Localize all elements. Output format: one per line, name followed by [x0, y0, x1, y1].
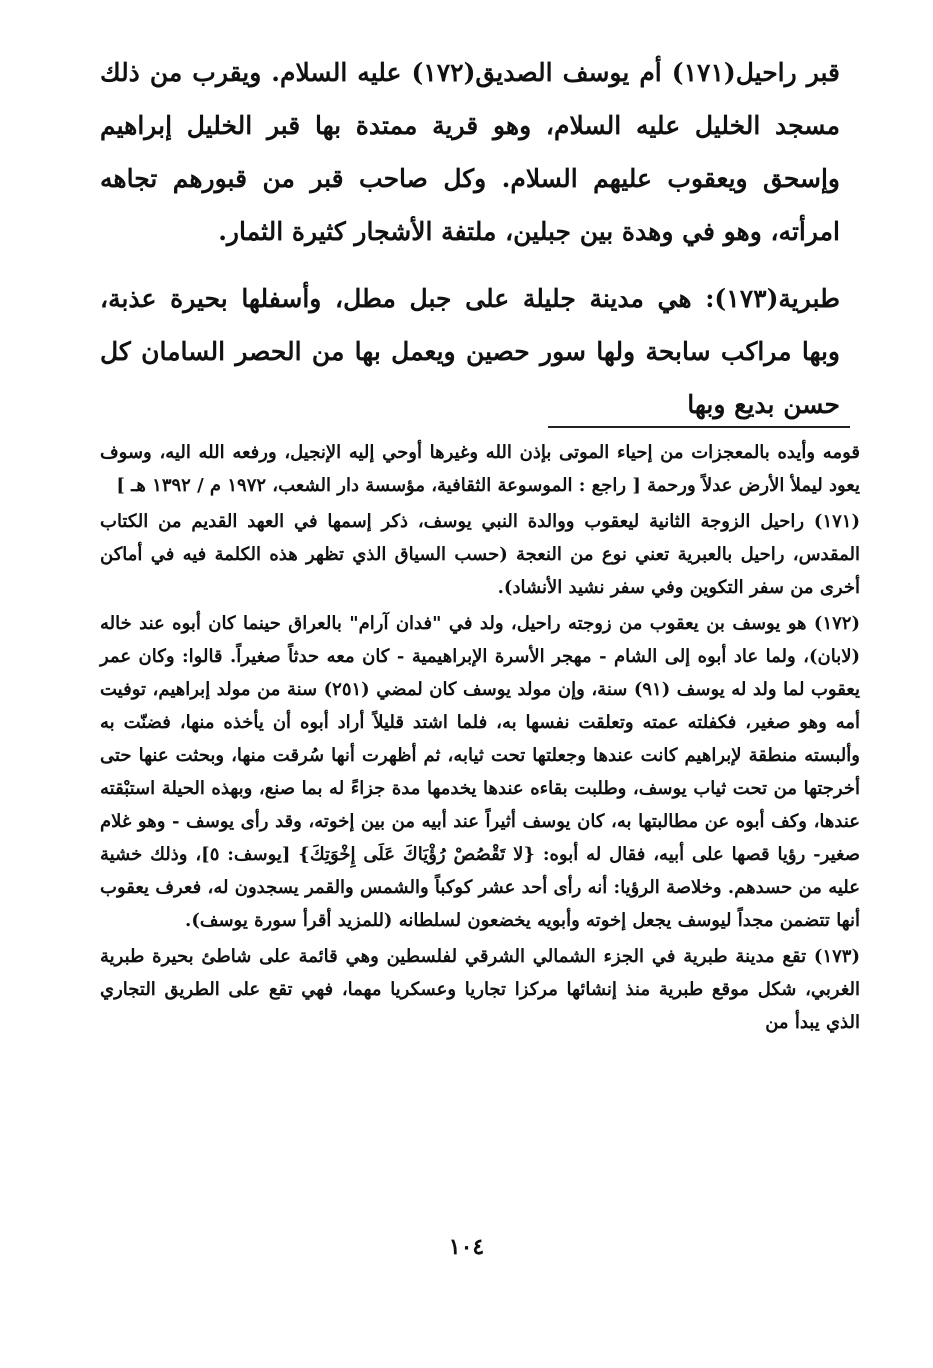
- main-text: [100, 46, 840, 431]
- footnote-173: (١٧٣) تقع مدينة طبرية في الجزء الشمالي الشرقي لفلسطين وهي قائمة على شاطئ بحيرة طبرية الغربي، شكل موقع طبرية منذ إنشائها مركزا تجاريا وعسكريا مهما، فهي تقع على الطريق التجاري الذي يبدأ من: [100, 946, 860, 1033]
- main-paragraph-hebron: قبر راحيل(١٧١) أم يوسف الصديق(١٧٢) عليه السلام. ويقرب من ذلك مسجد الخليل عليه السلام، وهو قرية ممتدة بها قبر الخليل إبراهيم وإسحق ويعقوب عليهم السلام. وكل صاحب قبر من قبورهم تجاهه امرأته، وهو في وهدة بين جبلين، ملتفة الأشجار كثيرة الثمار.: [100, 58, 840, 246]
- main-paragraph-tiberias: طبرية(١٧٣): هي مدينة جليلة على جبل مطل، وأسفلها بحيرة عذبة، وبها مراكب سابحة ولها سور حصين ويعمل بها من الحصر السامان كل حسن بديع وبها: [100, 284, 840, 419]
- footnote-172: (١٧٢) هو يوسف بن يعقوب من زوجته راحيل، ولد في "فدان آرام" بالعراق حينما كان أبوه عند خاله (لابان)، ولما عاد أبوه إلى الشام - مهجر الأسرة الإبراهيمية - كان معه حدثاً صغيراً. قالوا: وكان عمر يعقوب لما ولد له يوسف (٩١) سنة، وإن مولد يوسف كان لمضي (٢٥١) سنة من مولد إبراهيم، توفيت أمه وهو صغير، فكفلته عمته وتعلقت نفسها به، فلما اشتد قليلاً أراد أبوه أن يأخذه منها، فضنّت به وألبسته منطقة لإبراهيم كانت عندها وجعلتها تحت ثيابه، ثم أظهرت أنها سُرقت منها، وبحثت عنها حتى أخرجتها من تحت ثياب يوسف، وطلبت بقاءه عندها يخدمها مدة جزاءً له بما صنع، وبهذه الحيلة استبْقته عندها، وكف أبوه عن مطالبتها به، كان يوسف أثيراً عند أبيه من بين إخوته، وقد رأى يوسف - وهو غلام صغير- رؤيا قصها على أبيه، فقال له أبوه: {لا تَقْصُصْ رُؤْيَاكَ عَلَى إِخْوَتِكَ} [يوسف: ٥]، وذلك خشية عليه من حسدهم. وخلاصة الرؤيا: أنه رأى أحد عشر كوكباً والشمس والقمر يسجدون له، فعرف يعقوب أنها تتضمن مجداً ليوسف يجعل إخوته وأبويه يخضعون لسلطانه (للمزيد أقرأ سورة يوسف).: [100, 613, 861, 931]
- footnote-continued: قومه وأيده بالمعجزات من إحياء الموتى بإذن الله وغيرها أوحي إليه الإنجيل، ورفعه الله اليه، وسوف يعود ليملأ الأرض عدلاً ورحمة [ راجع : الموسوعة الثقافية، مؤسسة دار الشعب، ١٩٧٢ م / ١٣٩٢ هـ ]: [100, 442, 860, 496]
- footnote-separator: [548, 426, 850, 428]
- footnote-171: (١٧١) راحيل الزوجة الثانية ليعقوب ووالدة النبي يوسف، ذكر إسمها في العهد القديم من الكتاب المقدس، راحيل بالعبرية تعني نوع من النعجة (حسب السياق الذي تظهر هذه الكلمة فيه في أماكن أخرى من سفر التكوين وفي سفر نشيد الأنشاد).: [100, 511, 860, 598]
- footnotes: [100, 436, 860, 1039]
- page-number: ١٠٤: [448, 1234, 485, 1260]
